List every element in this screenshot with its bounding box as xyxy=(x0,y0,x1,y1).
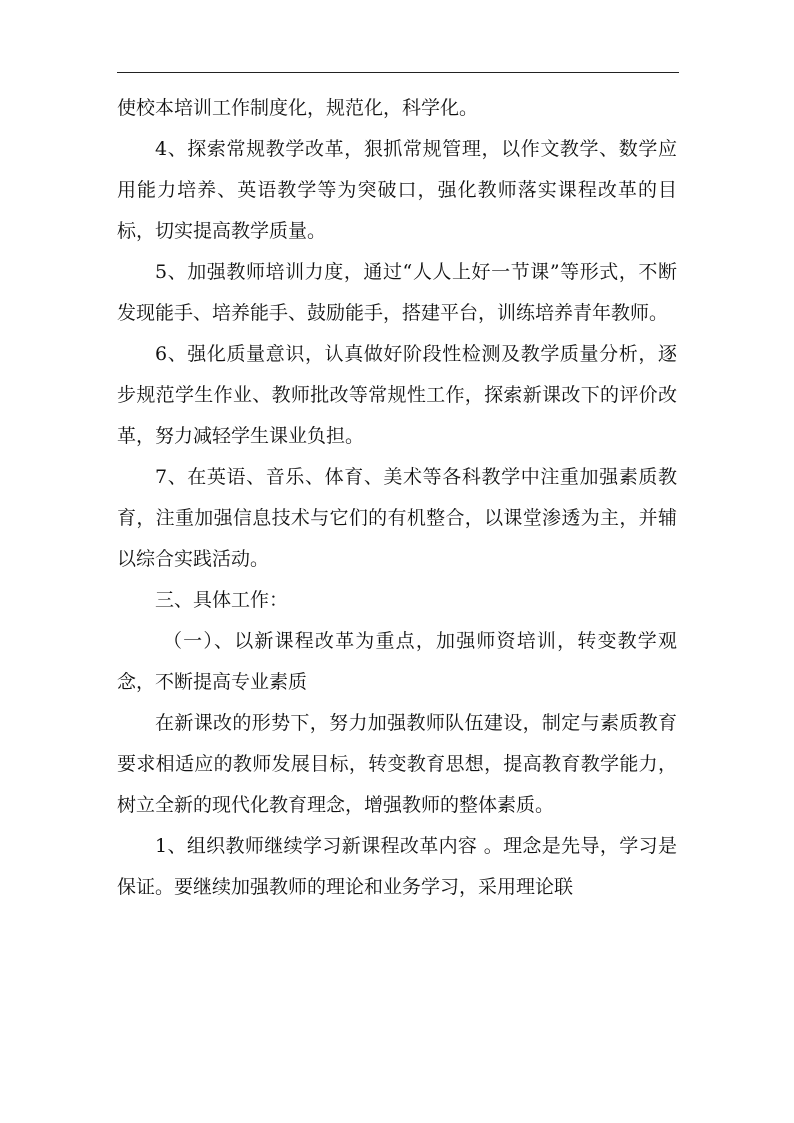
subsection-heading-1: （一）、以新课程改革为重点，加强师资培训，转变教学观念，不断提高专业素质 xyxy=(117,630,677,693)
section-heading-specific-work: 三、具体工作： xyxy=(155,589,289,611)
paragraph-continuation: 使校本培训工作制度化，规范化，科学化。 xyxy=(117,97,479,119)
header-rule xyxy=(117,72,679,73)
paragraph-item-1: 1、组织教师继续学习新课程改革内容 。理念是先导，学习是保证。要继续加强教师的理论和业务学习，采用理论联 xyxy=(117,835,677,898)
paragraph-item-5: 5、加强教师培训力度，通过“人人上好一节课”等形式，不断发现能手、培养能手、鼓励能手，搭建平台，训练培养青年教师。 xyxy=(117,261,677,324)
paragraph-item-6: 6、强化质量意识，认真做好阶段性检测及教学质量分析，逐步规范学生作业、教师批改等常规性工作，探索新课改下的评价改革，努力减轻学生课业负担。 xyxy=(117,343,677,447)
paragraph-item-7: 7、在英语、音乐、体育、美术等各科教学中注重加强素质教育，注重加强信息技术与它们的有机整合，以课堂渗透为主，并辅以综合实践活动。 xyxy=(117,466,677,570)
paragraph-item-4: 4、探索常规教学改革，狠抓常规管理，以作文教学、数学应用能力培养、英语教学等为突破口，强化教师落实课程改革的目标，切实提高教学质量。 xyxy=(117,138,677,242)
document-body xyxy=(117,88,677,908)
paragraph-new-curriculum: 在新课改的形势下，努力加强教师队伍建设，制定与素质教育要求相适应的教师发展目标，转变教育思想，提高教育教学能力，树立全新的现代化教育理念，增强教师的整体素质。 xyxy=(117,712,677,816)
